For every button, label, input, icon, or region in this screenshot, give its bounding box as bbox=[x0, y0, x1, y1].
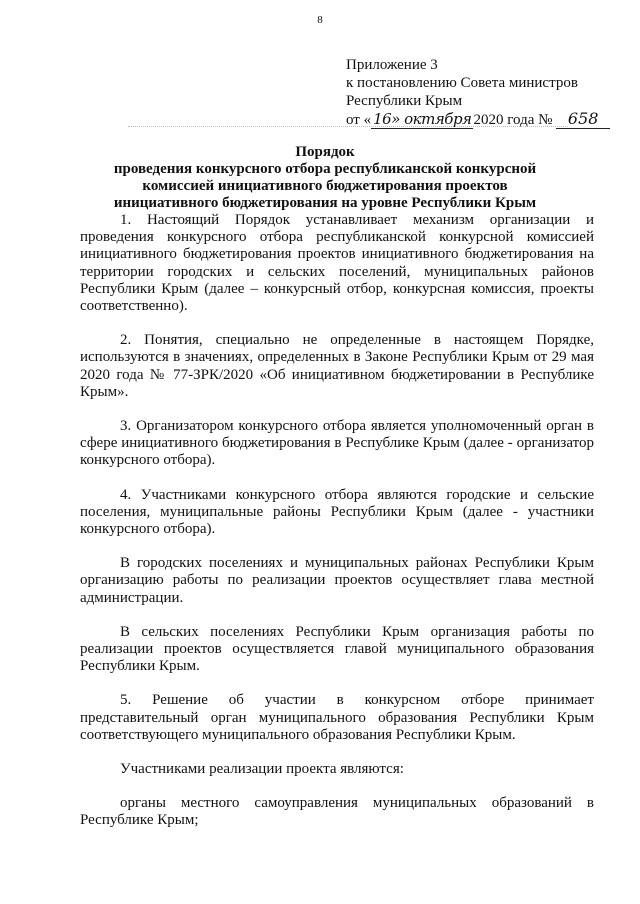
appendix-resolution-ref: к постановлению Совета министров bbox=[346, 75, 578, 91]
paragraph-9: органы местного самоуправления муниципальных образований в Республике Крым; bbox=[80, 795, 594, 829]
date-prefix: от « bbox=[346, 112, 372, 128]
document-title bbox=[60, 144, 590, 212]
title-line-1: Порядок bbox=[295, 144, 355, 160]
paragraph-4: 4. Участниками конкурсного отбора являются городские и сельские поселения, муниципальные районы Республики Крым (далее - участники конкурсного отбора). bbox=[80, 486, 594, 538]
handwritten-number: 658 bbox=[556, 110, 610, 129]
paragraph-5: В городских поселениях и муниципальных районах Республики Крым организацию работы по реализации проектов осуществляет глава местной администрации. bbox=[80, 555, 594, 606]
title-line-3: комиссией инициативного бюджетирования проектов bbox=[142, 178, 508, 194]
paragraph-8: Участниками реализации проекта являются: bbox=[120, 761, 404, 778]
appendix-header bbox=[346, 56, 610, 129]
appendix-title: Приложение 3 bbox=[346, 57, 438, 73]
date-suffix: 2020 года № bbox=[473, 112, 553, 128]
paragraph-3: 3. Организатором конкурсного отбора является уполномоченный орган в сфере инициативного бюджетирования в Республике Крым (далее - организатор конкурсного отбора). bbox=[80, 418, 594, 469]
title-line-2: проведения конкурсного отбора республиканской конкурсной bbox=[113, 161, 537, 177]
title-line-4: инициативного бюджетирования на уровне Республики Крым bbox=[113, 195, 537, 211]
paragraph-1: 1. Настоящий Порядок устанавливает механизм организации и проведения конкурсного отбора республиканской конкурсной комиссией инициативного бюджетирования проектов инициативного бюджетирования на территории городских и сельских поселений, муниципальных районов Республики Крым (далее – конкурсный отбор, конкурсная комиссия, проекты соответственно). bbox=[80, 212, 594, 315]
document-body bbox=[80, 212, 594, 847]
paragraph-6: В сельских поселениях Республики Крым организация работы по реализации проектов осуществляется главой муниципального образования Республики Крым. bbox=[80, 623, 594, 675]
paragraph-7: 5. Решение об участии в конкурсном отборе принимает представительный орган муниципального образования Республики Крым соответствующего муниципального образования Республики Крым. bbox=[80, 692, 594, 743]
handwritten-date: 16» октября bbox=[373, 110, 472, 128]
page-number: 8 bbox=[317, 14, 323, 26]
paragraph-2: 2. Понятия, специально не определенные в настоящем Порядке, используются в значениях, определенных в Законе Республики Крым от 29 мая 2020 года № 77-ЗРК/2020 «Об инициативном бюджетировании в Республике Крым». bbox=[80, 332, 594, 400]
appendix-republic: Республики Крым bbox=[346, 93, 463, 109]
faint-stamp-line bbox=[128, 126, 568, 129]
